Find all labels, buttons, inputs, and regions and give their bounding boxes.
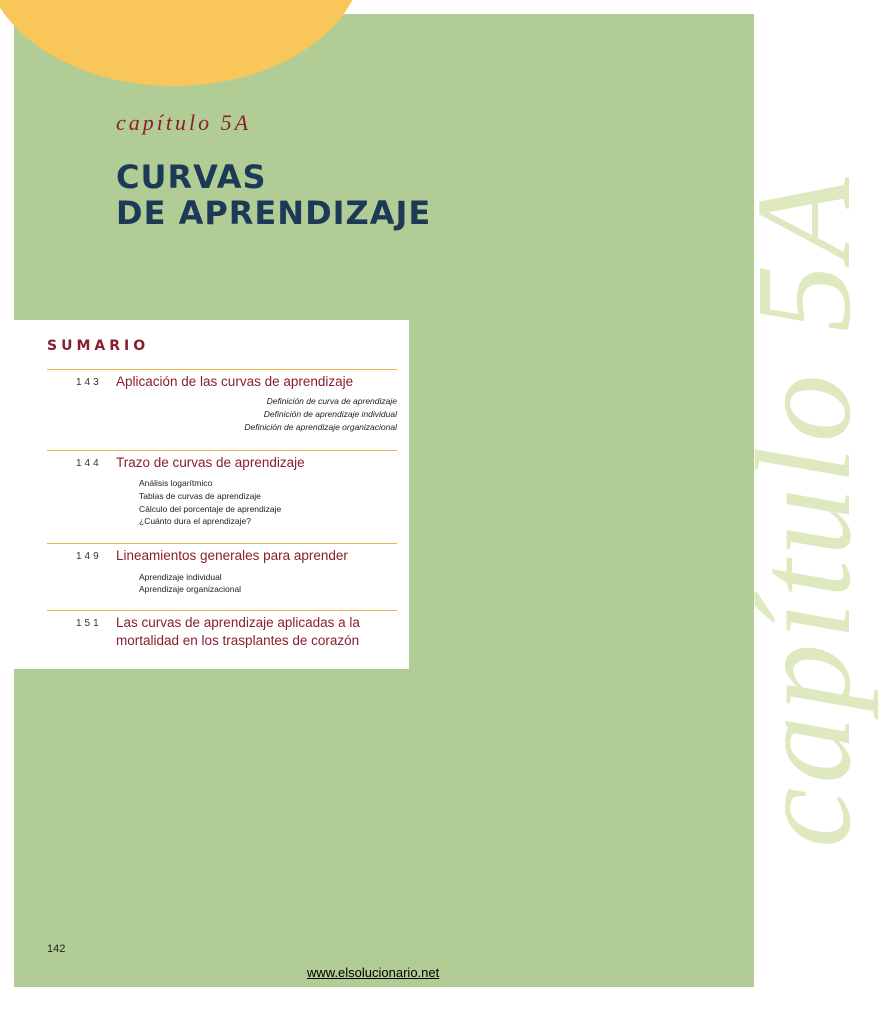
subtopic-item: Aprendizaje individual <box>139 572 222 582</box>
page <box>14 14 879 987</box>
subtopic-item: Análisis logarítmico <box>139 478 213 488</box>
subtopic-item: Definición de aprendizaje individual <box>263 409 397 419</box>
chapter-title-line2: DE APRENDIZAJE <box>116 194 432 232</box>
subtopic-item: Definición de curva de aprendizaje <box>266 396 397 406</box>
summary-title: SUMARIO <box>47 338 150 354</box>
subtopic-item: ¿Cuánto dura el aprendizaje? <box>139 516 251 526</box>
summary-section-1 <box>47 369 397 450</box>
orange-circle-decoration <box>0 0 364 86</box>
section-heading-link[interactable]: Trazo de curvas de aprendizaje <box>116 455 305 470</box>
summary-section-2 <box>47 450 397 543</box>
chapter-title-line1: CURVAS <box>116 158 267 196</box>
summary-section-4 <box>47 610 397 666</box>
summary-box <box>14 320 409 669</box>
section-page-number: 151 <box>76 618 102 629</box>
section-page-number: 144 <box>76 458 102 469</box>
section-page-number: 149 <box>76 551 102 562</box>
section-heading-link[interactable]: Lineamientos generales para aprender <box>116 548 348 563</box>
website-link[interactable]: www.elsolucionario.net <box>307 965 440 980</box>
subtopic-item: Tablas de curvas de aprendizaje <box>139 491 261 501</box>
summary-section-3 <box>47 543 397 609</box>
chapter-label: capítulo 5A <box>116 110 252 135</box>
subtopic-item: Definición de aprendizaje organizacional <box>244 422 397 432</box>
section-heading-link[interactable]: Aplicación de las curvas de aprendizaje <box>116 374 354 389</box>
page-number: 142 <box>47 943 66 955</box>
side-watermark: capítulo 5A <box>729 173 879 848</box>
subtopic-item: Aprendizaje organizacional <box>139 584 242 594</box>
section-heading-link[interactable]: Las curvas de aprendizaje aplicadas a la mortalidad en los trasplantes de corazón <box>116 615 360 648</box>
section-page-number: 143 <box>76 377 102 388</box>
chapter-title <box>116 159 431 231</box>
subtopic-item: Cálculo del porcentaje de aprendizaje <box>139 504 282 514</box>
